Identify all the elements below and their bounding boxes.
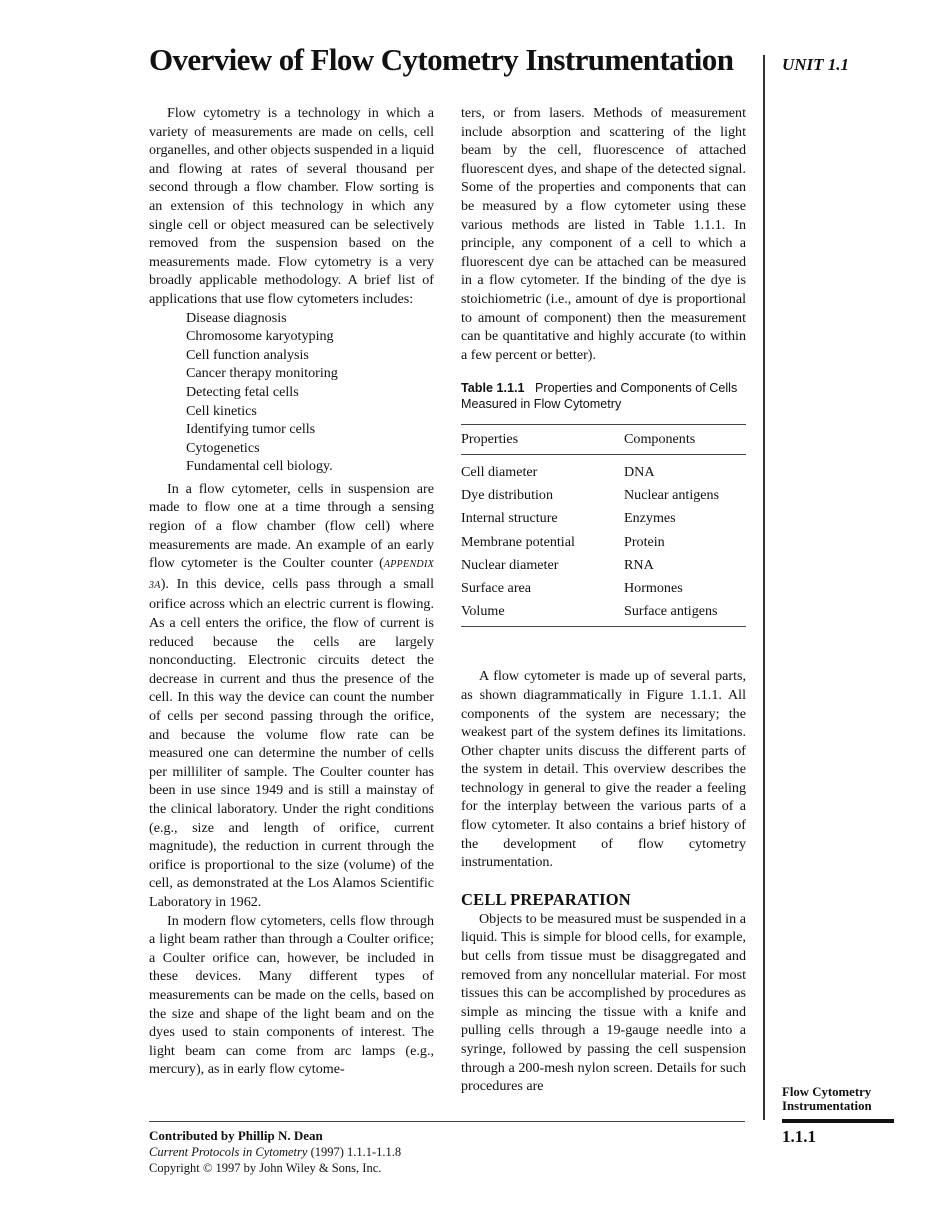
table-row [461, 577, 746, 600]
table-cell: Hormones [624, 579, 683, 596]
modern-cytometers-paragraph: In modern flow cytometers, cells flow through a light beam rather than through a Coulter orifice; a Coulter orifice can, however, be included in these devices. Many different types of measurements can be made on the cells, based on the size and shape of the light beam and on the dyes used to stain components of interest. The light beam can come from arc lamps (e.g., mercury), as in early flow cytome- [149, 912, 434, 1078]
table-cell: Surface antigens [624, 600, 746, 627]
table-row [461, 454, 746, 484]
list-item: Cell kinetics [186, 402, 257, 419]
section-title-line-1: Flow Cytometry [782, 1085, 872, 1099]
list-item: Fundamental cell biology. [186, 458, 333, 475]
table-row [461, 484, 746, 507]
citation-pages: (1997) 1.1.1-1.1.8 [307, 1145, 402, 1159]
list-item: Disease diagnosis [186, 309, 287, 326]
table-label: Table 1.1.1 [461, 381, 525, 396]
appendix-reference[interactable]: APPENDIX 3A [149, 559, 434, 591]
continuation-paragraph: ters, or from lasers. Methods of measurement include absorption and scattering of the light beam by the cell, fluorescence of attached fluorescent dyes, and shape of the detected signal. Some of the properties and components that can be measured by a flow cytometer using these various methods are listed in Table 1.1.1. In principle, any component of a cell to which a fluorescent dye can be attached can be measured in a flow cytometer. If the binding of the dye is stoichiometric (i.e., amount of dye is proportional to amount of component) then the measurement can be quantitative and highly accurate (to within a few percent or better). [461, 105, 746, 363]
applications-list [149, 309, 434, 476]
table-caption-text: Properties and Components of Cells Measured in Flow Cytometry [461, 381, 738, 412]
table-cell: Nuclear antigens [624, 487, 720, 504]
list-item: Cytogenetics [186, 439, 260, 456]
left-column [149, 104, 434, 1079]
table-header-row [461, 425, 746, 455]
table-row [461, 600, 746, 627]
list-item: Cell function analysis [186, 346, 309, 363]
table-cell: Internal structure [461, 510, 558, 527]
footer-divider [149, 1121, 745, 1122]
list-item: Detecting fetal cells [186, 383, 299, 400]
table-cell: Volume [461, 600, 624, 627]
journal-name: Current Protocols in Cytometry [149, 1145, 308, 1159]
vertical-rule [763, 55, 765, 1120]
coulter-text-2: ). In this device, cells pass through a small orifice across which an electric current is flowing. As a cell enters the orifice, the flow of current is reduced because the cells are largely nonconducting. Electronic circuits detect the decrease in current and thus the presence of the cell. In this way the device can count the number of cells per second passing through the orifice, and because the volume flow rate can be measured one can determine the number of cells per milliliter of sample. The Coulter counter has been in use since 1949 and is still a mainstay of the clinical laboratory. Under the right conditions (e.g., size and length of orifice, current magnitude), the reduction in current through the orifice is proportional to the size (volume) of the cell, as demonstrated at the Los Alamos Scientific Laboratory in 1962. [149, 575, 434, 910]
table-caption [461, 380, 746, 412]
page-number: 1.1.1 [782, 1127, 816, 1146]
section-heading: CELL PREPARATION [461, 889, 631, 909]
section-title-line-2: Instrumentation [782, 1099, 872, 1113]
table-cell: Dye distribution [461, 487, 553, 504]
coulter-text-1: In a flow cytometer, cells in suspension are made to flow one at a time through a sensing region of a flow chamber (flow cell) where measurements are made. An example of an early flow cytometer is the Coulter counter ( [149, 480, 434, 572]
table-row [461, 531, 746, 554]
section-bar [782, 1119, 894, 1123]
table-cell: Cell diameter [461, 463, 538, 480]
section-title [782, 1085, 872, 1113]
contributor: Contributed by Phillip N. Dean [149, 1128, 323, 1143]
table-cell: DNA [624, 463, 655, 480]
table-row [461, 507, 746, 530]
intro-paragraph: Flow cytometry is a technology in which a variety of measurements are made on cells, cell organelles, and other objects suspended in a liquid and flowing at rates of several thousand per second through a flow chamber. Flow sorting is an extension of this technology in which any single cell or object measured can be selectively removed from the suspension based on the measurements made. Flow cytometry is a very broadly applicable methodology. A brief list of applications that use flow cytometers includes: [149, 105, 434, 307]
right-column [461, 104, 746, 1096]
table-cell: RNA [624, 556, 654, 573]
cell-preparation-paragraph: Objects to be measured must be suspended in a liquid. This is simple for blood cells, for example, but cells from tissue must be disaggregated and removed from any noncellular material. For most tissues this can be accomplished by procedures as simple as mincing the tissue with a knife and pulling cells through a 19-gauge needle into a syringe, followed by passing the cell suspension through a 200-mesh nylon screen. Details for such procedures are [461, 910, 746, 1095]
list-item: Chromosome karyotyping [186, 328, 334, 345]
spacer [461, 627, 746, 667]
table-row [461, 554, 746, 577]
list-item: Identifying tumor cells [186, 421, 316, 438]
table-cell: Membrane potential [461, 533, 575, 550]
column-header-components: Components [624, 425, 746, 455]
table-cell: Surface area [461, 579, 532, 596]
unit-label: UNIT 1.1 [782, 55, 850, 74]
parts-paragraph: A flow cytometer is made up of several parts, as shown diagrammatically in Figure 1.1.1. All components of the system are necessary; the weakest part of the system defines its limitations. Other chapter units discuss the different parts of the system in detail. This overview describes the technology in general to give the reader a feeling for the interplay between the various parts of a flow cytometer. It also contains a brief history of the development of flow cytometry instrumentation. [461, 668, 746, 871]
table-cell: Protein [624, 533, 665, 550]
list-item: Cancer therapy monitoring [186, 365, 338, 382]
column-header-properties: Properties [461, 425, 624, 455]
coulter-paragraph [149, 480, 434, 912]
copyright: Copyright © 1997 by John Wiley & Sons, Inc. [149, 1161, 382, 1175]
citation [149, 1144, 401, 1160]
footer [149, 1128, 401, 1176]
table-cell: Enzymes [624, 510, 676, 527]
properties-table [461, 424, 746, 627]
table-cell: Nuclear diameter [461, 556, 559, 573]
page-title: Overview of Flow Cytometry Instrumentation [149, 42, 734, 77]
